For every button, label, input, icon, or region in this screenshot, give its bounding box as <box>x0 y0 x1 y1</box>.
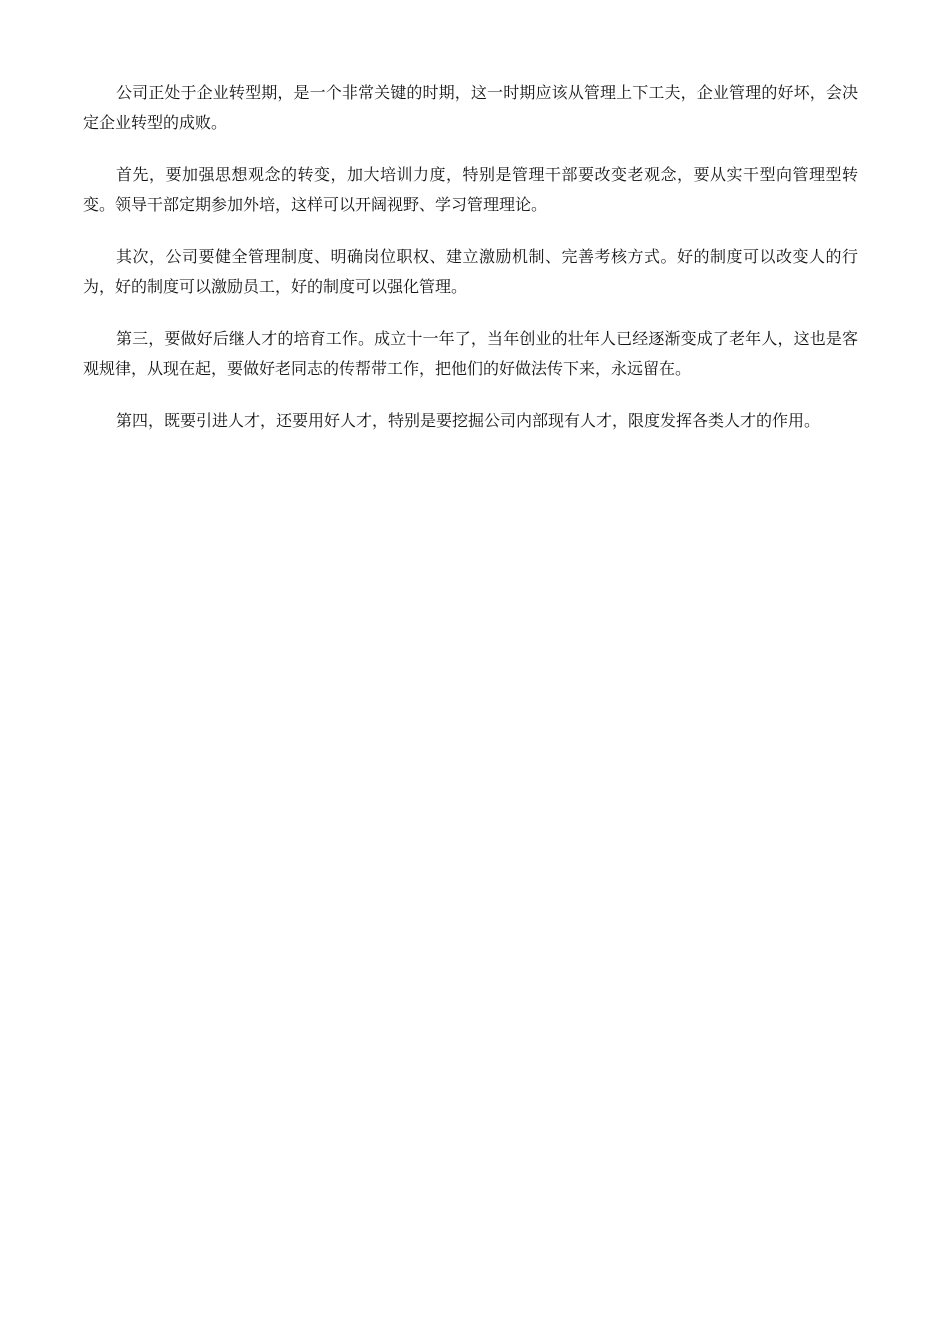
paragraph-third-point: 第三，要做好后继人才的培育工作。成立十一年了，当年创业的壮年人已经逐渐变成了老年人，这也是客观规律，从现在起，要做好老同志的传帮带工作，把他们的好做法传下来，永远留在。 <box>83 329 858 378</box>
paragraph-transition-period: 公司正处于企业转型期，是一个非常关键的时期，这一时期应该从管理上下工夫，企业管理的好坏，会决定企业转型的成败。 <box>83 83 858 132</box>
paragraph-first-point: 首先，要加强思想观念的转变，加大培训力度，特别是管理干部要改变老观念，要从实干型向管理型转变。领导干部定期参加外培，这样可以开阔视野、学习管理理论。 <box>83 165 858 214</box>
document-body <box>83 78 858 458</box>
paragraph-second-point: 其次，公司要健全管理制度、明确岗位职权、建立激励机制、完善考核方式。好的制度可以改变人的行为，好的制度可以激励员工，好的制度可以强化管理。 <box>83 247 858 296</box>
paragraph-fourth-point: 第四，既要引进人才，还要用好人才，特别是要挖掘公司内部现有人才，限度发挥各类人才的作用。 <box>116 411 821 430</box>
